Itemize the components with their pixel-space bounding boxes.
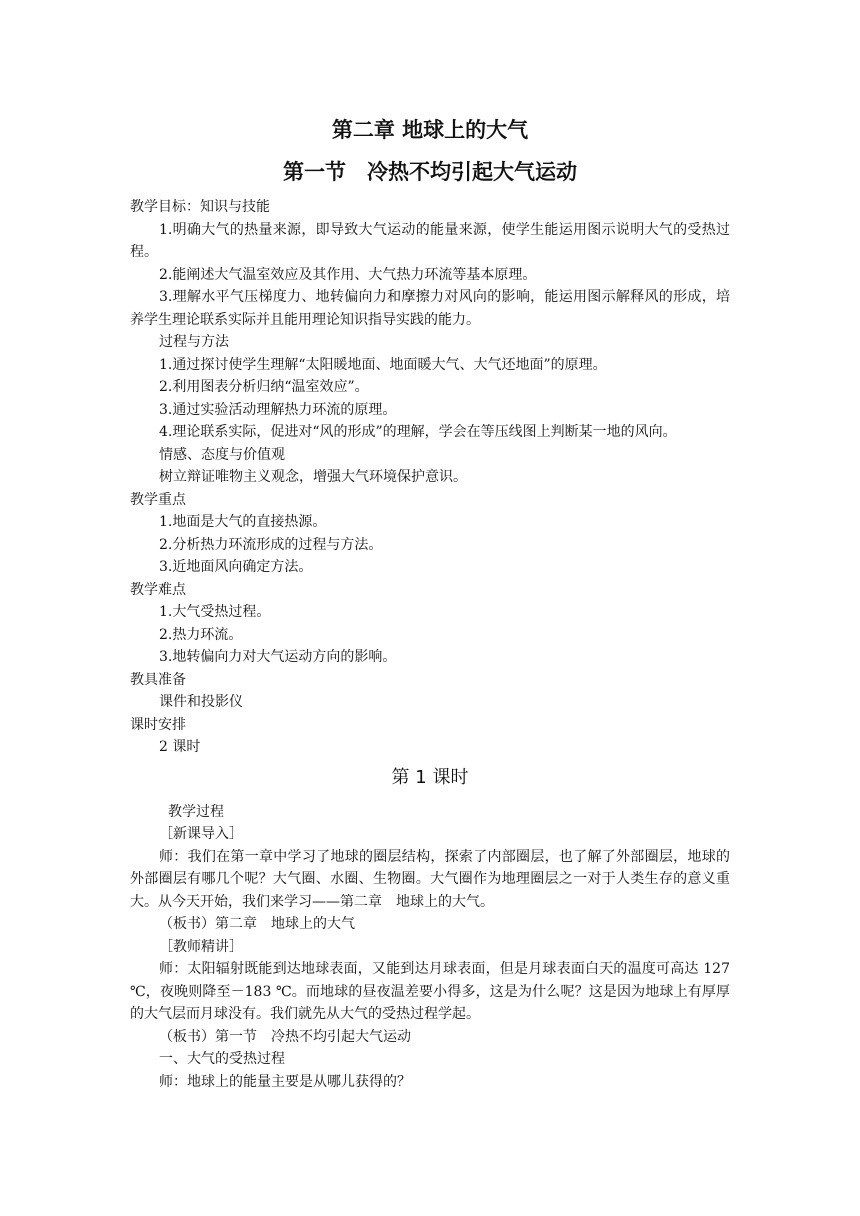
teacher-question: 师：地球上的能量主要是从哪儿获得的？ <box>159 1073 411 1090</box>
objective-emotion-1: 树立辩证唯物主义观念，增强大气环境保护意识。 <box>159 469 467 485</box>
key-point-3: 3.近地面风向确定方法。 <box>159 559 313 575</box>
document-body <box>130 116 730 1093</box>
difficulty-2: 2.热力环流。 <box>159 626 243 643</box>
objective-process-3: 3.通过实验活动理解热力环流的原理。 <box>159 401 397 418</box>
difficulty-3: 3.地转偏向力对大气运动方向的影响。 <box>159 649 397 665</box>
objectives-heading: 教学目标：知识与技能 <box>130 199 270 215</box>
objective-knowledge-1: 1.明确大气的热量来源，即导致大气运动的能量来源，使学生能运用图示说明大气的受热过程。 <box>130 221 730 260</box>
difficulties-heading: 教学难点 <box>130 581 186 598</box>
process-method-heading: 过程与方法 <box>159 334 229 350</box>
schedule-item: 2 课时 <box>159 739 201 755</box>
tools-item: 课件和投影仪 <box>159 694 243 710</box>
lesson-title: 第 1 课时 <box>391 766 469 788</box>
section-title: 第一节 冷热不均引起大气运动 <box>283 160 577 184</box>
key-points-heading: 教学重点 <box>130 491 186 508</box>
objective-process-4: 4.理论联系实际，促进对“风的形成”的理解，学会在等压线图上判断某一地的风向。 <box>159 424 677 440</box>
board-note-1: （板书）第二章 地球上的大气 <box>159 916 355 932</box>
objective-process-2: 2.利用图表分析归纳“温室效应”。 <box>159 379 369 395</box>
tools-heading: 教具准备 <box>130 671 186 688</box>
key-point-2: 2.分析热力环流形成的过程与方法。 <box>159 536 383 553</box>
intro-paragraph: 师：我们在第一章中学习了地球的圈层结构，探索了内部圈层，也了解了外部圈层，地球的外部圈层有哪几个呢？大气圈、水圈、生物圈。大气圈作为地理圈层之一对于人类生存的意义重大。从今天开始，我们来学习——第二章 地球上的大气。 <box>130 848 730 910</box>
schedule-heading: 课时安排 <box>130 716 186 733</box>
teaching-process-heading: 教学过程 <box>168 803 224 820</box>
subsection-heading: 一、大气的受热过程 <box>159 1051 285 1067</box>
intro-tag: ［新课导入］ <box>159 826 243 842</box>
lecture-paragraph: 师：太阳辐射既能到达地球表面，又能到达月球表面，但是月球表面白天的温度可高达 127 ℃，夜晚则降至－183 ℃。而地球的昼夜温差要小得多，这是为什么呢？这是因为地球上有厚厚的大气层而月球没有。我们就先从大气的受热过程学起。 <box>130 961 730 1022</box>
objective-knowledge-2: 2.能阐述大气温室效应及其作用、大气热力环流等基本原理。 <box>159 266 537 283</box>
emotion-heading: 情感、态度与价值观 <box>159 446 285 463</box>
difficulty-1: 1.大气受热过程。 <box>159 604 271 620</box>
objective-knowledge-3: 3.理解水平气压梯度力、地转偏向力和摩擦力对风向的影响，能运用图示解释风的形成，培养学生理论联系实际并且能用理论知识指导实践的能力。 <box>130 289 730 328</box>
key-point-1: 1.地面是大气的直接热源。 <box>159 514 327 530</box>
objective-process-1: 1.通过探讨使学生理解“太阳暖地面、地面暖大气、大气还地面”的原理。 <box>159 356 607 373</box>
board-note-2: （板书）第一节 冷热不均引起大气运动 <box>159 1028 411 1045</box>
lecture-tag: ［教师精讲］ <box>159 938 243 955</box>
chapter-title: 第二章 地球上的大气 <box>331 118 529 142</box>
